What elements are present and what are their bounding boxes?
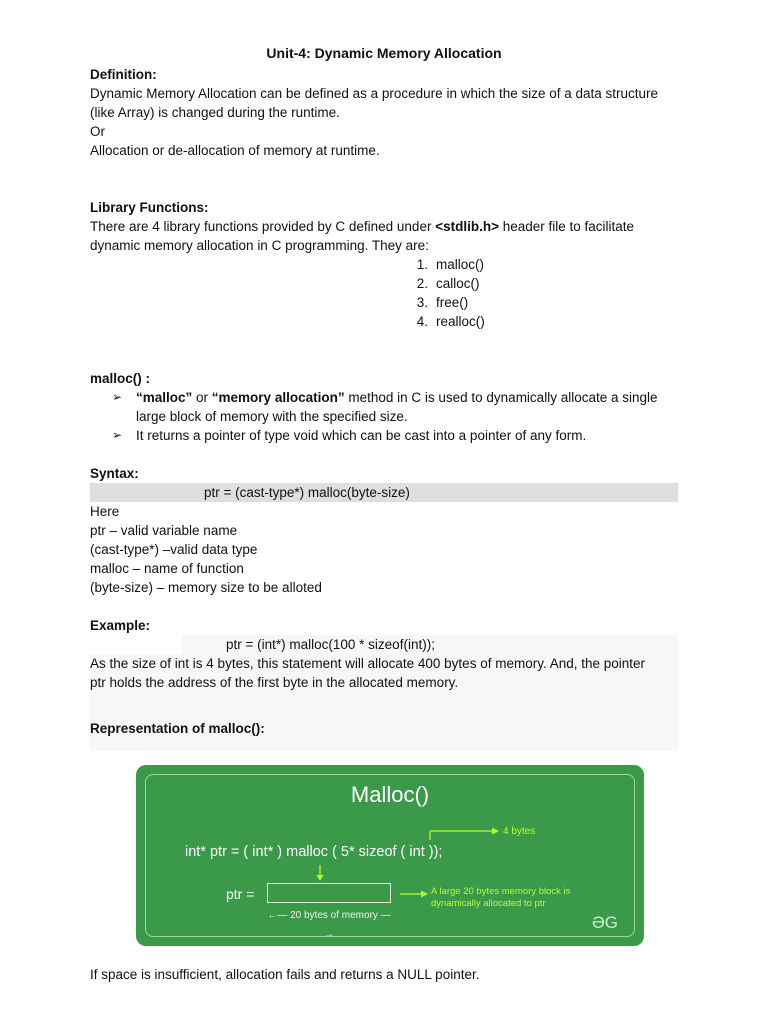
malloc-diagram (136, 765, 644, 946)
arrow-bullet-icon: ➢ (112, 390, 123, 404)
example-line-1: As the size of int is 4 bytes, this statement will allocate 400 bytes of memory. And, the pointer (90, 656, 646, 671)
list-number: 2. (416, 276, 428, 291)
here-label: Here (90, 504, 120, 519)
list-item (406, 312, 768, 331)
function-name: calloc() (436, 276, 480, 291)
bullet-text-line-2: large block of memory with the specified size. (136, 409, 408, 424)
example-heading: Example: (90, 618, 151, 633)
diagram-title: Malloc() (350, 782, 430, 807)
definition-heading: Definition: (90, 67, 157, 82)
page-title: Unit-4: Dynamic Memory Allocation (266, 45, 502, 61)
list-item (406, 255, 768, 274)
list-number: 4. (416, 314, 428, 329)
note-line-2: dynamically allocated to ptr (431, 898, 546, 909)
representation-block (90, 711, 678, 751)
definition-line-3: Allocation or de-allocation of memory at runtime. (90, 143, 380, 158)
bullet-text: It returns a pointer of type void which can be cast into a pointer of any form. (136, 428, 587, 443)
example-line-2: ptr holds the address of the first byte in the allocated memory. (90, 675, 459, 690)
list-number: 3. (416, 295, 428, 310)
bullet-text (136, 388, 658, 426)
library-function-list (406, 255, 768, 331)
or-text: or (192, 390, 212, 405)
malloc-heading: malloc() : (90, 371, 151, 386)
malloc-term: “malloc” (136, 390, 193, 405)
syntax-item: malloc – name of function (90, 561, 244, 576)
library-intro-line-2: dynamic memory allocation in C programming. They are: (90, 238, 429, 253)
library-intro (90, 217, 678, 236)
bullet-text-rest: method in C is used to dynamically allocate a single (344, 390, 658, 405)
arrow-bullet-icon: ➢ (112, 428, 123, 442)
malloc-bullet-list (90, 388, 678, 445)
list-number: 1. (416, 257, 428, 272)
memory-allocation-term: “memory allocation” (211, 390, 345, 405)
syntax-item: (cast-type*) –valid data type (90, 542, 258, 557)
four-bytes-label: 4 bytes (503, 826, 536, 837)
function-name: free() (436, 295, 469, 310)
syntax-item: (byte-size) – memory size to be alloted (90, 580, 322, 595)
definition-line-2: (like Array) is changed during the runtime. (90, 105, 340, 120)
memory-size-label: ←— 20 bytes of memory —→ (267, 910, 391, 940)
memory-block (267, 883, 391, 903)
library-intro-text-end: header file to facilitate (498, 219, 635, 234)
example-code: ptr = (int*) malloc(100 * sizeof(int)); (182, 635, 678, 654)
stdlib-header: <stdlib.h> (435, 219, 499, 234)
library-intro-text: There are 4 library functions provided by C defined under (90, 219, 436, 234)
syntax-code: ptr = (cast-type*) malloc(byte-size) (90, 483, 678, 502)
library-heading: Library Functions: (90, 200, 209, 215)
function-name: realloc() (436, 314, 485, 329)
syntax-item: ptr – valid variable name (90, 523, 238, 538)
ptr-label: ptr = (226, 886, 255, 902)
gfg-logo-icon: ƏG (591, 913, 618, 932)
footer-note: If space is insufficient, allocation fails and returns a NULL pointer. (90, 967, 480, 982)
list-item (90, 426, 678, 445)
list-item (406, 274, 768, 293)
syntax-heading: Syntax: (90, 466, 139, 481)
example-explanation (90, 654, 678, 692)
representation-heading: Representation of malloc(): (90, 721, 265, 736)
list-item (406, 293, 768, 312)
document-body (90, 44, 678, 751)
definition-or: Or (90, 124, 105, 139)
diagram-code: int* ptr = ( int* ) malloc ( 5* sizeof ( int )); (185, 844, 443, 860)
function-name: malloc() (436, 257, 485, 272)
memory-note (431, 886, 601, 910)
definition-line-1: Dynamic Memory Allocation can be defined as a procedure in which the size of a data structure (90, 86, 659, 101)
note-line-1: A large 20 bytes memory block is (431, 886, 571, 897)
list-item (90, 388, 678, 426)
